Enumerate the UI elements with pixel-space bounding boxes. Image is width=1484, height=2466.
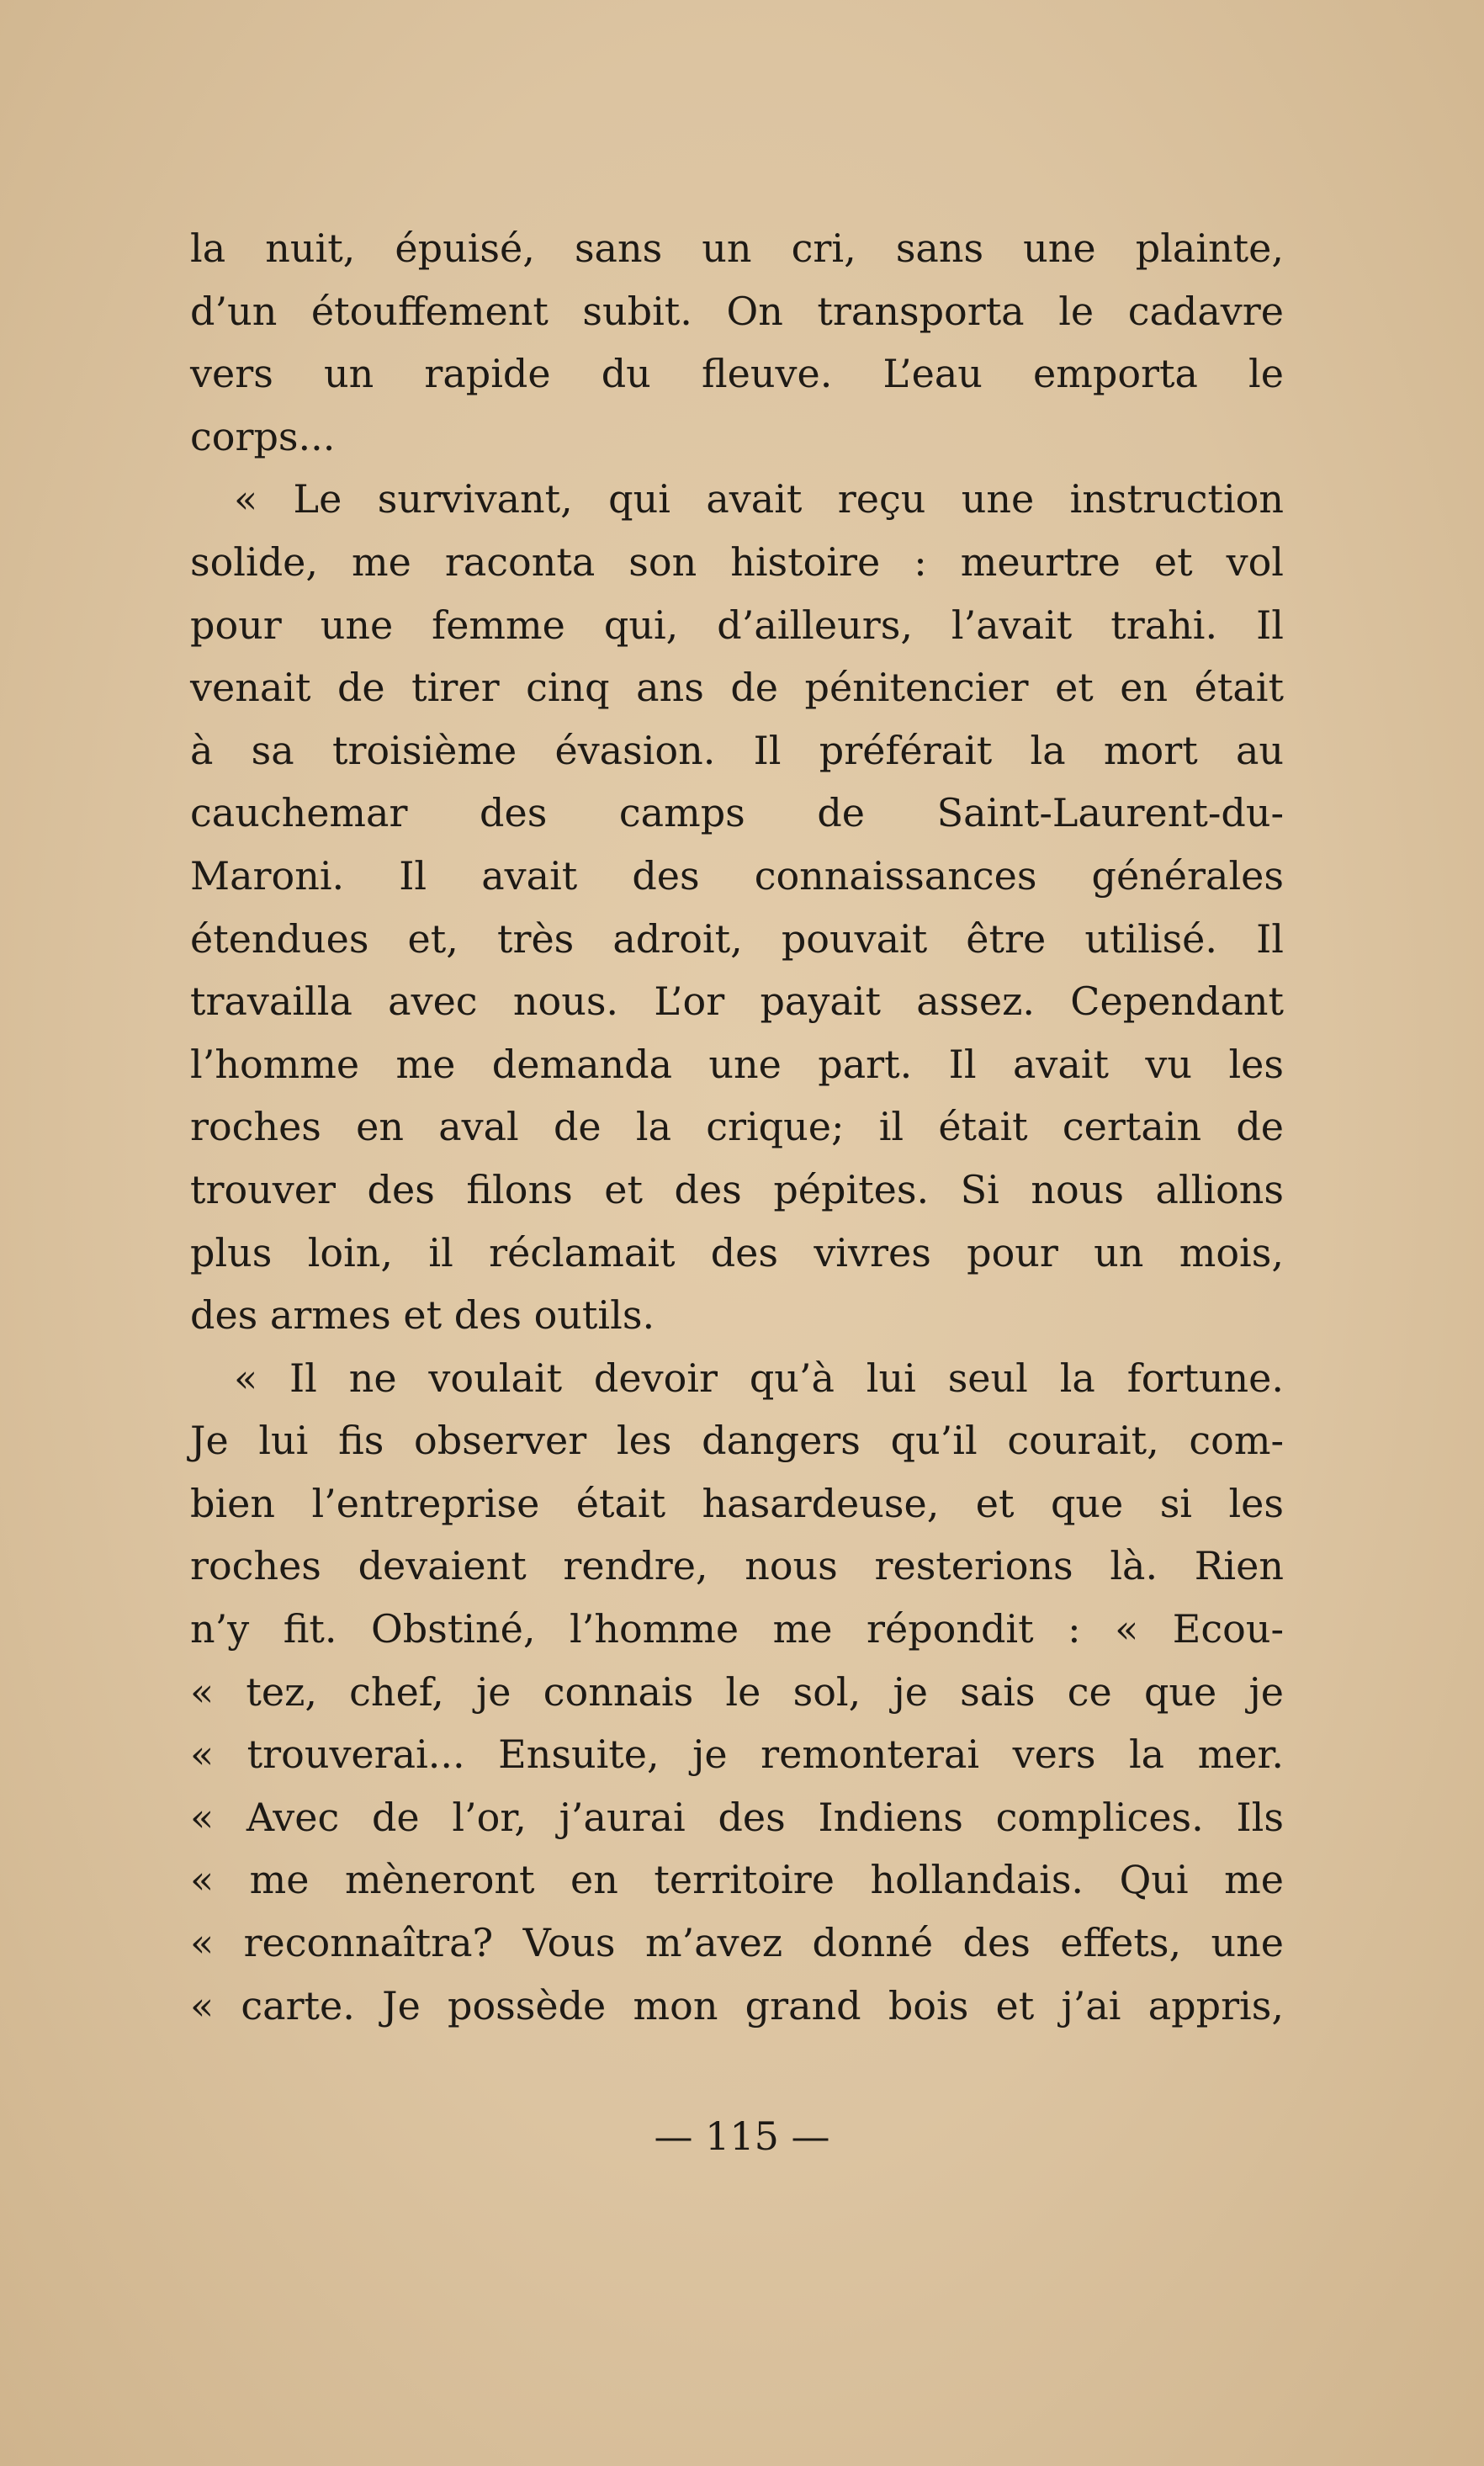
text-line: « trouverai... Ensuite, je remonterai vers la mer. — [190, 1732, 1284, 1778]
text-line: d’un étouffement subit. On transporta le cadavre — [190, 288, 1284, 334]
text-line: « Il ne voulait devoir qu’à lui seul la fortune. — [234, 1355, 1284, 1401]
text-line: venait de tirer cinq ans de pénitencier et en était — [190, 665, 1284, 711]
text-line: pour une femme qui, d’ailleurs, l’avait trahi. Il — [190, 602, 1284, 648]
text-line: trouver des filons et des pépites. Si nous allions — [190, 1166, 1284, 1212]
text-line: Maroni. Il avait des connaissances générales — [190, 852, 1284, 899]
text-line: l’homme me demanda une part. Il avait vu les — [190, 1041, 1284, 1087]
text-line: « carte. Je possède mon grand bois et j’ai appris, — [190, 1982, 1284, 2028]
text-line: travailla avec nous. L’or payait assez. Cependant — [190, 978, 1284, 1025]
text-line: la nuit, épuisé, sans un cri, sans une plainte, — [190, 225, 1284, 271]
text-line: étendues et, très adroit, pouvait être utilisé. Il — [190, 915, 1284, 962]
text-line: « Avec de l’or, j’aurai des Indiens complices. Ils — [190, 1794, 1284, 1840]
text-line: n’y fit. Obstiné, l’homme me répondit : « Ecou- — [190, 1606, 1284, 1652]
text-line: « tez, chef, je connais le sol, je sais ce que je — [190, 1668, 1284, 1715]
text-line: cauchemar des camps de Saint-Laurent-du- — [190, 790, 1284, 836]
text-line: roches en aval de la crique; il était certain de — [190, 1104, 1284, 1150]
text-line: « reconnaîtra? Vous m’avez donné des effets, une — [190, 1920, 1284, 1966]
text-line: vers un rapide du fleuve. L’eau emporta le — [190, 351, 1284, 397]
text-line: « me mèneront en territoire hollandais. Qui me — [190, 1857, 1284, 1903]
text-line: solide, me raconta son histoire : meurtre et vol — [190, 538, 1284, 585]
text-line: roches devaient rendre, nous resterions là. Rien — [190, 1543, 1284, 1589]
page-number: — 115 — — [654, 2113, 830, 2159]
text-line: bien l’entreprise était hasardeuse, et que si les — [190, 1480, 1284, 1526]
text-line: à sa troisième évasion. Il préférait la mort au — [190, 727, 1284, 773]
body-text — [190, 217, 1284, 2037]
text-line: Je lui fis observer les dangers qu’il courait, com- — [190, 1418, 1284, 1464]
text-line: plus loin, il réclamait des vivres pour un mois, — [190, 1229, 1284, 1275]
text-line: corps... — [190, 413, 336, 459]
text-line: des armes et des outils. — [190, 1292, 655, 1339]
text-line: « Le survivant, qui avait reçu une instruction — [234, 476, 1284, 522]
